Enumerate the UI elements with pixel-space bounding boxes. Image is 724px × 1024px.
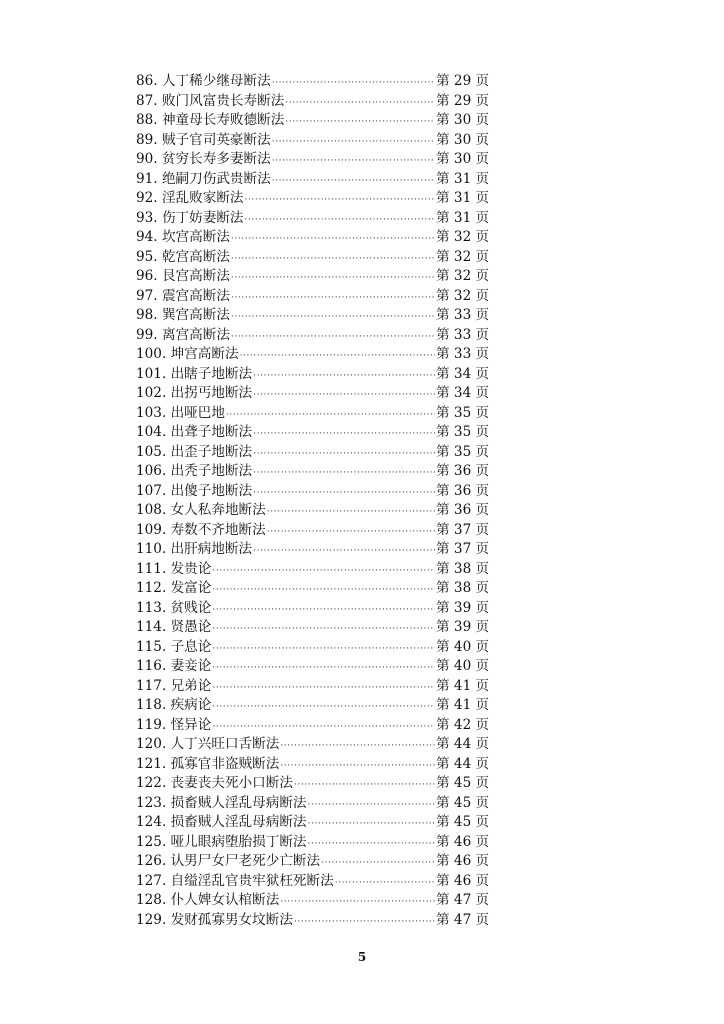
toc-entry-title: 93. 伤丁妨妻断法 <box>136 209 244 226</box>
toc-entry-title: 88. 神童母长寿败德断法 <box>136 112 285 128</box>
dot-leader <box>212 659 435 679</box>
dot-leader <box>253 542 435 562</box>
dot-leader <box>280 893 435 913</box>
toc-entry <box>136 521 490 541</box>
toc-entry-page: 第 45 页 <box>436 814 490 830</box>
toc-entry-page: 第 30 页 <box>436 131 490 148</box>
toc-entry-page: 第 47 页 <box>436 911 490 928</box>
toc-entry <box>136 891 490 911</box>
toc-entry-title: 116. 妻妾论 <box>136 658 212 674</box>
toc-entry <box>136 228 490 248</box>
toc-entry <box>136 326 490 346</box>
toc-entry <box>136 443 490 463</box>
toc-entry-title: 126. 认男尸女尸老死少亡断法 <box>136 853 321 869</box>
toc-entry <box>136 618 490 638</box>
toc-entry-title: 94. 坎宫高断法 <box>136 229 230 245</box>
toc-entry <box>136 560 490 580</box>
toc-entry <box>136 131 490 151</box>
toc-entry-title: 121. 孤寡官非盗贼断法 <box>136 755 280 772</box>
toc-entry <box>136 482 490 502</box>
toc-entry-title: 98. 巽宫高断法 <box>136 307 230 323</box>
toc-entry-page: 第 42 页 <box>436 716 490 733</box>
toc-entry <box>136 287 490 307</box>
toc-entry <box>136 150 490 170</box>
toc-entry <box>136 774 490 794</box>
toc-entry-page: 第 36 页 <box>436 502 490 518</box>
toc-entry <box>136 345 490 365</box>
dot-leader <box>280 757 435 777</box>
toc-entry-title: 96. 艮宫高断法 <box>136 268 230 284</box>
toc-entry-title: 113. 贫贱论 <box>136 599 212 616</box>
toc-entry-page: 第 30 页 <box>436 151 490 167</box>
dot-leader <box>212 698 435 718</box>
toc-entry <box>136 72 490 92</box>
toc-entry-title: 101. 出瞎子地断法 <box>136 365 253 382</box>
toc-entry <box>136 657 490 677</box>
toc-entry <box>136 170 490 190</box>
toc-entry <box>136 911 490 931</box>
toc-entry-page: 第 29 页 <box>436 92 490 109</box>
toc-entry <box>136 423 490 443</box>
toc-entry <box>136 92 490 112</box>
dot-leader <box>253 464 435 484</box>
toc-entry-page: 第 45 页 <box>436 794 490 811</box>
toc-entry-title: 117. 兄弟论 <box>136 677 212 694</box>
dot-leader <box>253 484 435 504</box>
toc-entry-title: 103. 出哑巴地 <box>136 404 225 421</box>
toc-entry <box>136 248 490 268</box>
toc-entry-title: 119. 怪异论 <box>136 716 212 733</box>
toc-entry-title: 89. 贼子官司英豪断法 <box>136 131 271 148</box>
toc-entry-title: 91. 绝嗣刀伤武贵断法 <box>136 170 271 187</box>
toc-entry <box>136 540 490 560</box>
toc-entry <box>136 209 490 229</box>
toc-entry-title: 100. 坤宫高断法 <box>136 346 239 362</box>
dot-leader <box>308 796 435 816</box>
toc-entry-page: 第 41 页 <box>436 697 490 713</box>
toc-entry-title: 114. 贤愚论 <box>136 619 212 635</box>
toc-entry-title: 90. 贫穷长寿多妻断法 <box>136 151 271 167</box>
dot-leader <box>253 367 435 387</box>
toc-entry-title: 120. 人丁兴旺口舌断法 <box>136 736 280 752</box>
dot-leader <box>253 425 435 445</box>
toc-entry <box>136 404 490 424</box>
toc-entry-title: 109. 寿数不齐地断法 <box>136 521 266 538</box>
page-number: 5 <box>357 950 367 964</box>
toc-entry-title: 97. 震宫高断法 <box>136 287 230 304</box>
toc-entry-page: 第 32 页 <box>436 248 490 265</box>
dot-leader <box>272 152 435 172</box>
dot-leader <box>285 113 435 133</box>
toc-entry-title: 112. 发富论 <box>136 580 212 596</box>
toc-entry-title: 111. 发贵论 <box>136 560 212 577</box>
toc-entry-page: 第 45 页 <box>436 775 490 791</box>
toc-entry <box>136 111 490 131</box>
toc-entry-page: 第 38 页 <box>436 560 490 577</box>
dot-leader <box>231 289 435 309</box>
toc-entry-title: 125. 哑儿眼病堕胎损丁断法 <box>136 833 307 850</box>
toc-entry-page: 第 46 页 <box>436 872 490 889</box>
toc-entry-title: 107. 出傻子地断法 <box>136 482 253 499</box>
toc-entry-title: 87. 败门风富贵长寿断法 <box>136 92 285 109</box>
toc-entry <box>136 813 490 833</box>
toc-entry-page: 第 44 页 <box>436 755 490 772</box>
toc-entry-title: 110. 出肝病地断法 <box>136 541 253 557</box>
toc-entry-title: 129. 发财孤寡男女坟断法 <box>136 911 293 928</box>
toc-entry-page: 第 34 页 <box>436 365 490 382</box>
toc-entry <box>136 267 490 287</box>
toc-entry-title: 104. 出聋子地断法 <box>136 424 253 440</box>
toc-entry-page: 第 31 页 <box>436 190 490 206</box>
toc-entry <box>136 833 490 853</box>
dot-leader <box>308 815 435 835</box>
toc-entry-title: 105. 出歪子地断法 <box>136 443 253 460</box>
toc-entry <box>136 384 490 404</box>
dot-leader <box>294 776 435 796</box>
toc-entry <box>136 189 490 209</box>
toc-entry <box>136 735 490 755</box>
table-of-contents <box>136 72 490 930</box>
dot-leader <box>253 445 435 465</box>
toc-entry-title: 124. 损畜贼人淫乱母病断法 <box>136 814 307 830</box>
dot-leader <box>308 835 435 855</box>
dot-leader <box>245 191 435 211</box>
dot-leader <box>253 386 435 406</box>
toc-entry-page: 第 37 页 <box>436 541 490 557</box>
dot-leader <box>231 250 435 270</box>
dot-leader <box>335 874 435 894</box>
toc-entry-title: 128. 仆人婢女认棺断法 <box>136 892 280 908</box>
toc-entry-title: 127. 自缢淫乱官贵牢狱枉死断法 <box>136 872 334 889</box>
dot-leader <box>272 172 435 192</box>
toc-entry-page: 第 36 页 <box>436 482 490 499</box>
toc-entry-page: 第 32 页 <box>436 287 490 304</box>
toc-entry-page: 第 39 页 <box>436 599 490 616</box>
toc-entry <box>136 696 490 716</box>
toc-entry-title: 123. 损畜贼人淫乱母病断法 <box>136 794 307 811</box>
dot-leader <box>231 269 435 289</box>
toc-entry-page: 第 31 页 <box>436 170 490 187</box>
toc-entry-page: 第 46 页 <box>436 833 490 850</box>
toc-entry-page: 第 33 页 <box>436 346 490 362</box>
dot-leader <box>280 737 435 757</box>
toc-entry-title: 102. 出拐丐地断法 <box>136 385 253 401</box>
toc-entry-page: 第 46 页 <box>436 853 490 869</box>
toc-entry-page: 第 34 页 <box>436 385 490 401</box>
toc-entry <box>136 462 490 482</box>
dot-leader <box>212 581 435 601</box>
toc-entry-title: 106. 出秃子地断法 <box>136 463 253 479</box>
toc-entry-title: 118. 疾病论 <box>136 697 212 713</box>
toc-entry-page: 第 31 页 <box>436 209 490 226</box>
toc-entry-page: 第 40 页 <box>436 638 490 655</box>
toc-entry-page: 第 33 页 <box>436 326 490 343</box>
dot-leader <box>231 328 435 348</box>
dot-leader <box>245 211 435 231</box>
toc-entry-page: 第 35 页 <box>436 443 490 460</box>
toc-entry-title: 86. 人丁稀少继母断法 <box>136 73 271 89</box>
toc-entry <box>136 716 490 736</box>
dot-leader <box>294 913 435 933</box>
toc-entry-title: 115. 子息论 <box>136 638 212 655</box>
dot-leader <box>267 523 435 543</box>
toc-entry-title: 92. 淫乱败家断法 <box>136 190 244 206</box>
toc-entry-page: 第 29 页 <box>436 73 490 89</box>
toc-entry-page: 第 39 页 <box>436 619 490 635</box>
toc-entry <box>136 365 490 385</box>
toc-entry-page: 第 30 页 <box>436 112 490 128</box>
dot-leader <box>231 230 435 250</box>
toc-entry-page: 第 32 页 <box>436 268 490 284</box>
toc-entry-title: 108. 女人私奔地断法 <box>136 502 266 518</box>
dot-leader <box>212 640 435 660</box>
toc-entry-page: 第 41 页 <box>436 677 490 694</box>
toc-entry-page: 第 40 页 <box>436 658 490 674</box>
dot-leader <box>226 406 435 426</box>
toc-entry-page: 第 32 页 <box>436 229 490 245</box>
toc-entry <box>136 306 490 326</box>
toc-entry <box>136 852 490 872</box>
toc-entry <box>136 872 490 892</box>
toc-entry-title: 95. 乾宫高断法 <box>136 248 230 265</box>
toc-entry <box>136 501 490 521</box>
toc-entry <box>136 794 490 814</box>
toc-entry-title: 99. 离宫高断法 <box>136 326 230 343</box>
dot-leader <box>267 503 435 523</box>
toc-entry <box>136 638 490 658</box>
toc-entry-page: 第 37 页 <box>436 521 490 538</box>
toc-entry <box>136 579 490 599</box>
dot-leader <box>240 347 435 367</box>
dot-leader <box>272 74 435 94</box>
toc-entry-page: 第 35 页 <box>436 404 490 421</box>
dot-leader <box>321 854 435 874</box>
toc-entry-page: 第 38 页 <box>436 580 490 596</box>
toc-entry-page: 第 35 页 <box>436 424 490 440</box>
dot-leader <box>212 601 435 621</box>
toc-entry-page: 第 33 页 <box>436 307 490 323</box>
toc-entry <box>136 755 490 775</box>
dot-leader <box>212 620 435 640</box>
dot-leader <box>212 679 435 699</box>
dot-leader <box>231 308 435 328</box>
toc-entry <box>136 599 490 619</box>
toc-entry <box>136 677 490 697</box>
toc-entry-page: 第 36 页 <box>436 463 490 479</box>
toc-entry-page: 第 44 页 <box>436 736 490 752</box>
toc-entry-page: 第 47 页 <box>436 892 490 908</box>
dot-leader <box>212 562 435 582</box>
dot-leader <box>272 133 435 153</box>
dot-leader <box>285 94 435 114</box>
toc-entry-title: 122. 丧妻丧夫死小口断法 <box>136 775 293 791</box>
